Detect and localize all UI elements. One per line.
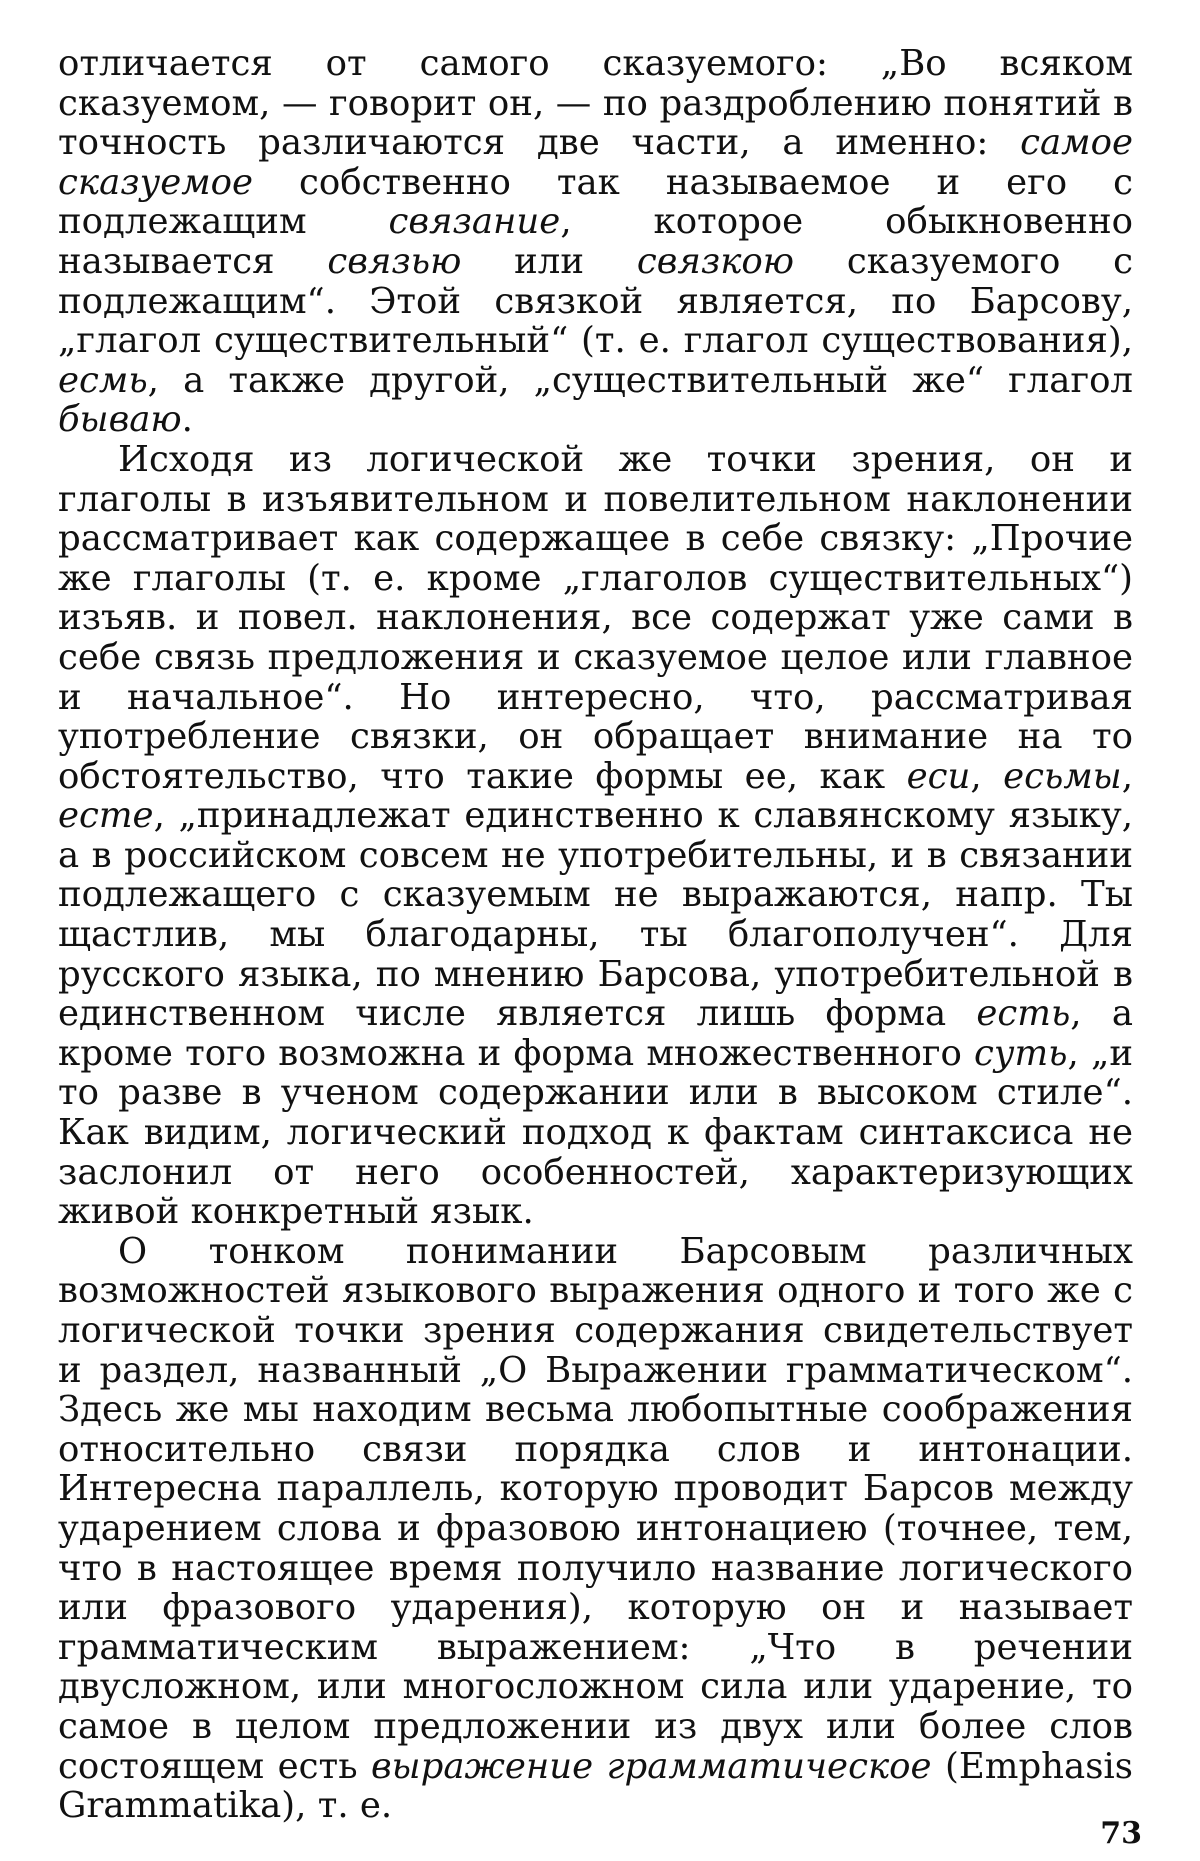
paragraph-2 <box>58 440 1133 1232</box>
text-run: или <box>461 240 637 282</box>
paragraph-3 <box>58 1232 1133 1826</box>
text-run: , которое обыкновенно называется <box>58 201 1133 282</box>
text-run: , <box>1121 755 1134 797</box>
text-run: , „принадлежат единственно к славянскому языку, а в российском совсем не употребительны, и в связании подлежащего с сказуемым не выражаются, напр. Ты щастлив, мы благодарны, ты благополучен“. Для русского языка, по мнению Барсова, употребительной в единственном числе является лишь форма <box>58 795 1133 1035</box>
text-run: отличается от самого сказуемого: „Во всяком сказуемом, — говорит он, — по раздроблению понятий в точность различаются две части, а именно: <box>58 43 1133 164</box>
italic-term: есть <box>976 993 1071 1035</box>
text-run: Исходя из логической же точки зрения, он и глаголы в изъявительном и повелительном наклонении рассматривает как содержащее в себе связку: „Прочие же глаголы (т. е. кроме „глаголов существительных“) изъяв. и повел. наклонения, все содержат уже сами в себе связь предложения и сказуемое целое или главное и начальное“. Но интересно, что, рассматривая употребление связки, он обращает внимание на то обстоятельство, что такие формы ее, как <box>58 438 1133 797</box>
text-run: (Emphasis Grammatika), т. е. <box>58 1745 1133 1827</box>
italic-term: есте <box>58 795 154 837</box>
italic-term: связание <box>388 201 561 243</box>
text-run: , „и то разве в ученом содержании или в высоком стиле“. Как видим, логический подход к фактам синтаксиса не заслонил от него особенностей, характеризующих живой конкретный язык. <box>58 1032 1134 1233</box>
page-number: 73 <box>1100 1816 1142 1851</box>
text-run: , <box>970 755 1004 797</box>
italic-term: есьмы <box>1003 755 1122 797</box>
text-run: О тонком понимании Барсовым различных возможностей языкового выражения одного и того же с логической точки зрения содержания свидетельствует и раздел, названный „О Выражении грамматическом“. Здесь же мы находим весьма любопытные соображения относительно связи порядка слов и интонации. Интересна параллель, которую проводит Барсов между ударением слова и фразовою интонациею (точнее, тем, что в настоящее время получило название логического или фразового ударения), которую он и называет грамматическим выражением: „Что в речении двусложном, или многосложном сила или ударение, то самое в целом предложении из двух или более слов состоящем есть <box>58 1230 1133 1787</box>
paragraph-1 <box>58 44 1133 440</box>
text-run: собственно так называемое и его с подлежащим <box>58 161 1133 243</box>
text-run: сказуемого с подлежащим“. Этой связкой является, по Барсову, „глагол существительный“ (т. е. глагол существования), <box>58 240 1133 362</box>
text-run: . <box>181 399 193 441</box>
italic-term: бываю <box>58 399 182 441</box>
page-body <box>58 44 1133 1826</box>
italic-term: самое сказуемое <box>58 122 1133 203</box>
italic-term: суть <box>974 1032 1068 1074</box>
italic-term: связью <box>327 240 462 282</box>
italic-term: есмь <box>58 359 148 401</box>
italic-term: еси <box>906 755 971 797</box>
text-run: , а также другой, „существительный же“ глагол <box>147 359 1133 401</box>
italic-term: выражение грамматическое <box>371 1745 932 1787</box>
text-run: , а кроме того возможна и форма множественного <box>58 993 1133 1074</box>
italic-term: связкою <box>636 240 795 282</box>
